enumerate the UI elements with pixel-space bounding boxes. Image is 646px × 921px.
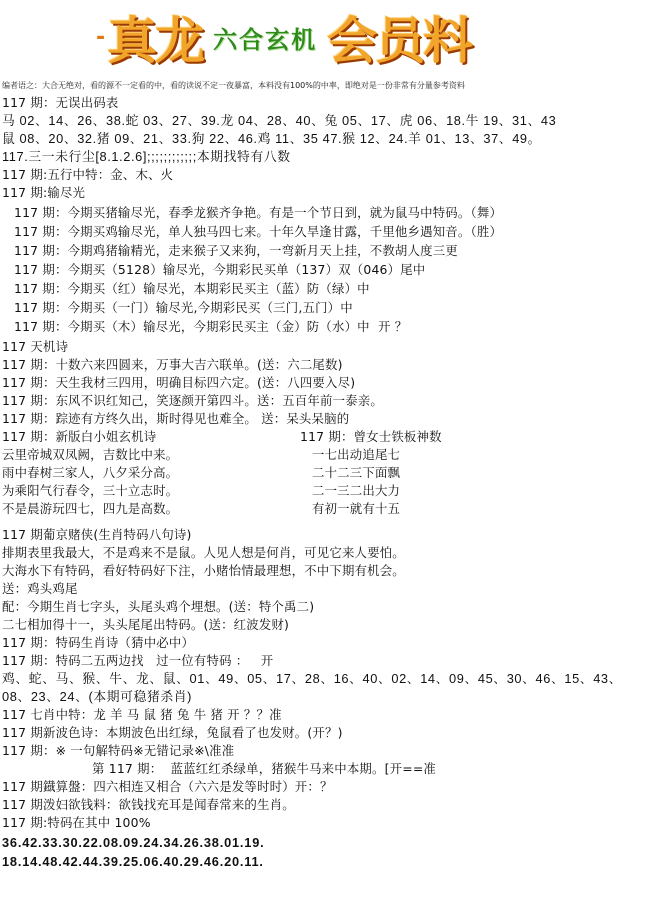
text-line: 送：鸡头鸡尾: [2, 581, 78, 596]
text-line: 117 期：今期买（木）输尽光，今期彩民买主（金）防（水）中 开 ？: [14, 319, 408, 334]
poem-line: 为乘阳气行春令，三十立志时。: [2, 483, 179, 498]
title-main: 真龙: [107, 12, 204, 70]
header: [0, 0, 646, 90]
text-line: 117 期新波色诗：本期波色出红绿，兔鼠看了也发财。(开？): [2, 725, 343, 740]
text-line: 117 期：今期鸡猪输精光，走来猴子又来狗，一弯新月天上挂，不教胡人度三更: [14, 243, 458, 258]
title-end: 会员料: [327, 12, 472, 70]
text-line: 117 期：今期买（5128）输尽光，今期彩民买单（137）双（046）尾中: [14, 262, 426, 277]
title-middle: 六合玄机: [213, 25, 318, 54]
text-line: 117 期:五行中特：金、木、火: [2, 167, 174, 182]
text-line: 117 七肖中特：龙 羊 马 鼠 猪 兔 牛 猪 开 ？？准: [2, 707, 282, 722]
title-dash: -: [96, 24, 106, 50]
zodiac-table-line: 马 02、14、26、38.蛇 03、27、39.龙 04、28、40、兔 05、17、虎 06、18.牛 19、31、43: [2, 113, 557, 128]
text-line: 117 期葡京赌侠(生肖特码八句诗): [2, 527, 192, 542]
text-line: 第 117 期： 蓝蓝红红杀绿单，猪猴牛马来中本期。[开==准: [92, 761, 436, 776]
text-line: 配：今期生肖七字头，头尾头鸡个埋想。(送：特个禹二): [2, 599, 315, 614]
right-column-item: 有初一就有十五: [312, 501, 401, 516]
right-column-item: 二十二三下面飘: [312, 465, 401, 480]
text-line: 117 期：今期买猪输尽光，春季龙猴齐争艳。有是一个节日到，就为鼠马中特码。（舞）: [14, 205, 503, 220]
text-line: 二七相加得十一，头头尾尾出特码。(送：红波发财): [2, 617, 290, 632]
text-line: 117 期：特码生肖诗（猜中必中）: [2, 635, 195, 650]
right-column-title: 117 期：曾女士铁板神数: [300, 429, 442, 444]
text-line: 117 期泼妇欲钱料：欲钱找充耳是闻春常来的生肖。: [2, 797, 295, 812]
text-line: 117 期：今期买鸡输尽光，单人独马四七来。十年久旱逢甘露，千里他乡遇知音。（胜）: [14, 224, 503, 239]
text-line: 117 期：踪迹有方终久出，斯时得见也难全。 送：呆头呆脑的: [2, 411, 350, 426]
right-column-item: 一七出动追尾七: [312, 447, 401, 462]
editor-note: 编者语之：大合无绝对，看的源不一定看的中，看的读说不定一夜暴富，本料没有100%的中率，即绝对是一份非常有分量参考资料: [2, 81, 465, 90]
text-line: 鸡、蛇、马、猴、牛、龙、鼠、01、49、05、17、28、16、40、02、14、09、45、30、46、15、43、: [2, 671, 623, 686]
text-line: 排期表里我最大，不是鸡来不是鼠。人见人想是何肖，可见它来人要怕。: [2, 545, 405, 560]
poem-line: 云里帝城双凤阙，吉数比中来。: [2, 447, 179, 462]
text-line: 117 期：天生我材三四用，明确目标四六定。(送：八四要入尽): [2, 375, 356, 390]
poem-line: 不是晨游玩四七，四九是高数。: [2, 501, 179, 516]
text-line: 117 期：无误出码表: [2, 95, 119, 110]
page-title: [96, 6, 471, 68]
zodiac-table-line: 鼠 08、20、32.猪 09、21、33.狗 22、46.鸡 11、35 47.猴 12、24.羊 01、13、37、49。: [2, 131, 542, 146]
text-line: 117 期：东风不识红知己，笑逐颜开第四斗。送：五百年前一泰亲。: [2, 393, 383, 408]
text-line: 117 期：今期买（红）输尽光，本期彩民买主（蓝）防（绿）中: [14, 281, 370, 296]
text-line: 大海水下有特码，看好特码好下注，小赌怡情最理想，不中下期有机会。: [2, 563, 405, 578]
text-line: 117 天机诗: [2, 339, 69, 354]
right-column-item: 二一三二出大力: [312, 483, 401, 498]
text-line: 117 期鐡算盤：四六相连又相合（六六是发等时时）开：？: [2, 779, 333, 794]
text-line: 117 期:输尽光: [2, 185, 86, 200]
number-list-line: 18.14.48.42.44.39.25.06.40.29.46.20.11.: [2, 854, 264, 869]
number-list-line: 36.42.33.30.22.08.09.24.34.26.38.01.19.: [2, 835, 265, 850]
text-line: 117 期：十数六来四圆来，万事大吉六联单。(送：六二尾数): [2, 357, 343, 372]
text-line: 117.三一未行尘[8.1.2.6];;;;;;;;;;;;本期找特有八数: [2, 149, 291, 164]
text-line: 117 期：特码二五两边找 过一位有特码 ： 开: [2, 653, 274, 668]
text-line: 117 期：今期买（一门）输尽光,今期彩民买（三门,五门）中: [14, 300, 353, 315]
text-line: 08、23、24、(本期可稳猪杀肖): [2, 689, 192, 704]
text-line: 117 期:特码在其中 100%: [2, 815, 151, 830]
text-line: 117 期：※ 一句解特码※无错记录※\准准: [2, 743, 235, 758]
text-line: 117 期：新版白小姐玄机诗: [2, 429, 157, 444]
poem-line: 雨中春树三家人，八夕采分高。: [2, 465, 179, 480]
